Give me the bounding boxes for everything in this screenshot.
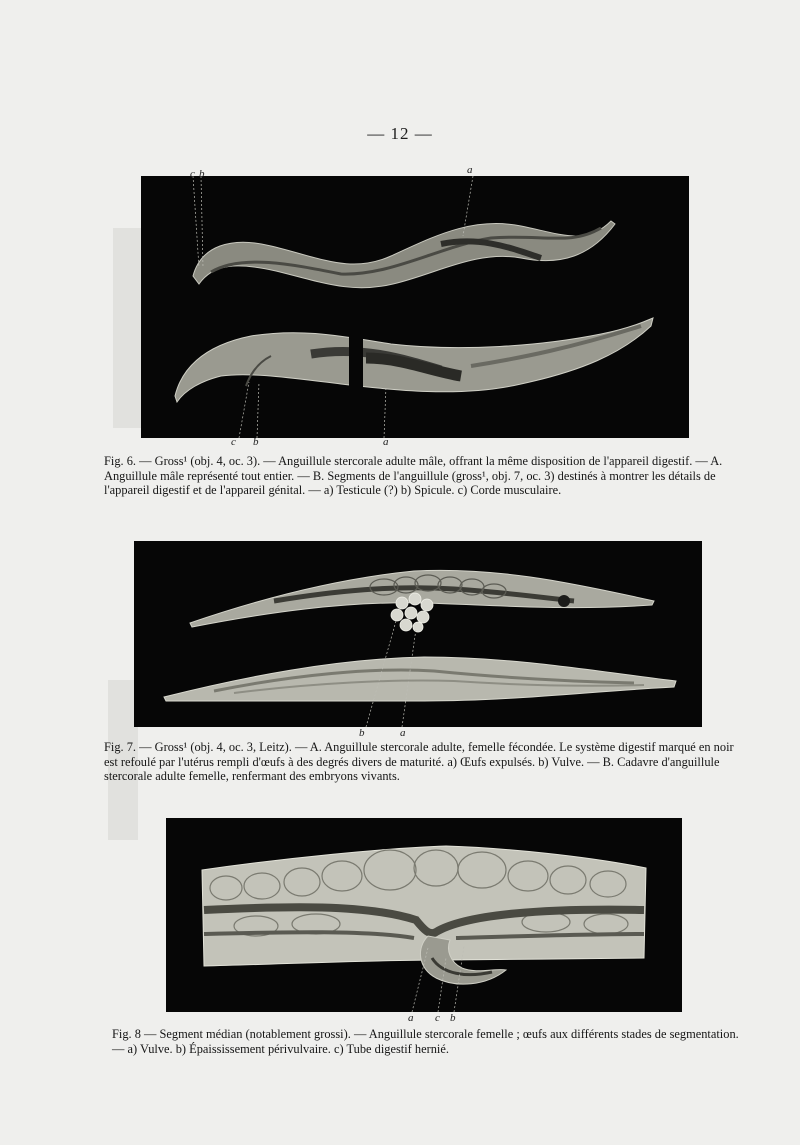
figure-letter: b: [450, 1012, 456, 1024]
figure-letter: a: [408, 1012, 414, 1024]
bleed-through: [113, 228, 143, 428]
figure-letter: c: [435, 1012, 440, 1024]
figure-letter: b: [199, 168, 205, 180]
page-number: — 12 —: [367, 124, 433, 143]
figure-letter: a: [383, 436, 389, 448]
figure-letter: b: [359, 727, 365, 739]
figure-8-caption: [112, 1027, 750, 1056]
figure-8-label: Fig. 8: [112, 1027, 141, 1041]
figure-letter: c: [231, 436, 236, 448]
figure-6-caption: [104, 454, 750, 498]
figure-letter: a: [400, 727, 406, 739]
figure-letter: c: [190, 168, 195, 180]
figure-letter: a: [467, 164, 473, 176]
nematode-female-illustration: [134, 541, 702, 727]
nematode-male-illustration: [141, 176, 689, 438]
nematode-segment-illustration: [166, 818, 682, 1012]
figure-7-caption-text: — Gross¹ (obj. 4, oc. 3, Leitz). — A. Anguillule stercorale adulte, femelle fécondée. Le système digestif marqué en noir est refoulé par l'utérus rempli d'œufs à des degrés divers de maturité. a) Œufs expulsés. b) Vulve. — B. Cadavre d'anguillule stercorale adulte femelle, renfermant des embryons vivants.: [104, 740, 734, 784]
figure-8-plate: [166, 818, 682, 1012]
figure-letter: b: [253, 436, 259, 448]
figure-6-caption-text: — Gross¹ (obj. 4, oc. 3). — Anguillule stercorale adulte mâle, offrant la même disposition de l'appareil digestif. — A. Anguillule mâle représenté tout entier. — B. Segments de l'anguillule (gross¹, obj. 7, oc. 3) destinés à montrer les détails de l'appareil digestif et de l'appareil génital. — a) Testicule (?) b) Spicule. c) Corde musculaire.: [104, 454, 723, 498]
figure-6-plate: [141, 176, 689, 438]
figure-7-label: Fig. 7.: [104, 740, 137, 754]
figure-7-plate: [134, 541, 702, 727]
figure-8-caption-text: — Segment médian (notablement grossi). — Anguillule stercorale femelle ; œufs aux différents stades de segmentation. — a) Vulve. b) Épaississement périvulvaire. c) Tube digestif hernié.: [112, 1027, 739, 1056]
figure-6-label: Fig. 6.: [104, 454, 137, 468]
figure-7-caption: [104, 740, 750, 784]
